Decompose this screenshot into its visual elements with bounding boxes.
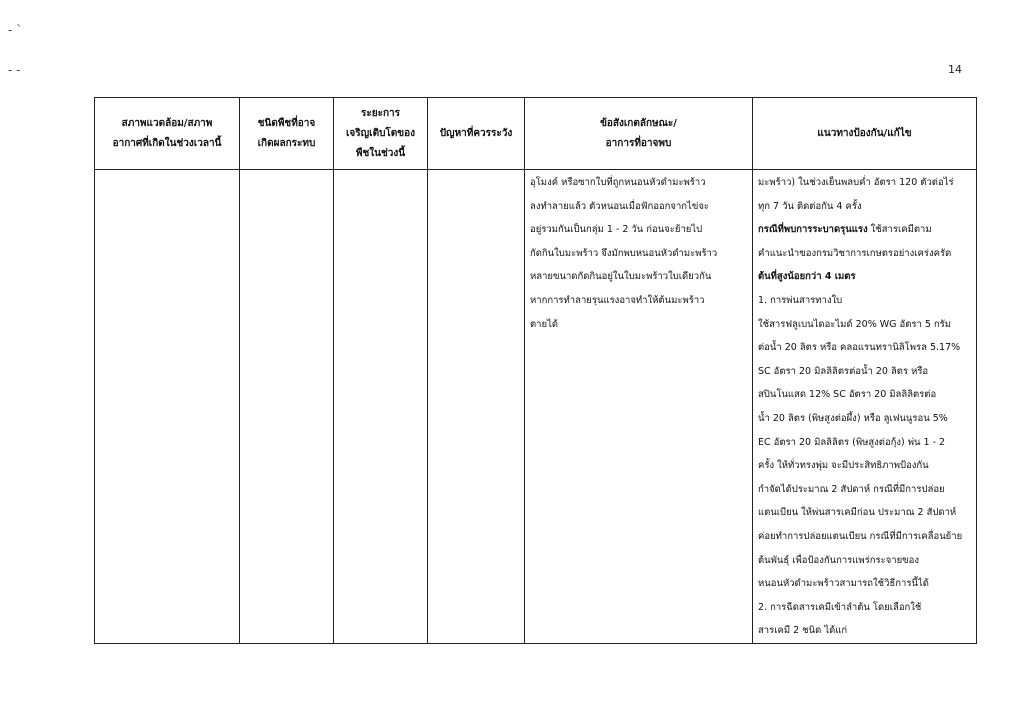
header-row — [95, 98, 977, 170]
observation-line: หลายขนาดกัดกินอยู่ในใบมะพร้าวใบเดียวกัน — [530, 271, 712, 283]
prevention-line: สารเคมี 2 ชนิด ได้แก่ — [758, 625, 848, 637]
observation-line: ลงทำลายแล้ว ตัวหนอนเมื่อฟักออกจากไข่จะ — [530, 200, 709, 212]
prevention-line: EC อัตรา 20 มิลลิลิตร (พิษสูงต่อกุ้ง) พ่น 1 - 2 — [758, 436, 946, 448]
prevention-line: สปินโนแสด 12% SC อัตรา 20 มิลลิลิตรต่อ — [758, 389, 937, 401]
prevention-line: ครั้ง ให้ทั่วทรงพุ่ม จะมีประสิทธิภาพป้องกัน — [758, 460, 929, 472]
prevention-line: ใช้สารฟลูเบนไดอะไมด์ 20% WG อัตรา 5 กรัม — [758, 318, 952, 330]
header-environment: สภาพแวดล้อม/สภาพ อากาศที่เกิดในช่วงเวลานี้ — [95, 98, 240, 170]
prevention-line: ต่อน้ำ 20 ลิตร หรือ คลอแรนทรานิลิโพรล 5.17% — [758, 342, 961, 354]
margin-mark: - ` — [8, 23, 23, 37]
prevention-line: ทุก 7 วัน ติดต่อกัน 4 ครั้ง — [758, 200, 862, 212]
cell-prevention — [753, 170, 977, 644]
header-observations: ข้อสังเกตลักษณะ/ อาการที่อาจพบ — [525, 98, 753, 170]
prevention-line: ค่อยทำการปล่อยแตนเบียน กรณีที่มีการเคลื่อนย้าย — [758, 530, 963, 542]
observation-line: อยู่รวมกันเป็นกลุ่ม 1 - 2 วัน ก่อนจะย้ายไป — [530, 224, 703, 236]
table-row — [95, 170, 977, 644]
prevention-line: 1. การพ่นสารทางใบ — [758, 294, 843, 306]
margin-mark: - - — [8, 63, 21, 77]
prevention-line: 2. การฉีดสารเคมีเข้าลำต้น โดยเลือกใช้ — [758, 601, 922, 613]
observation-line: หากการทำลายรุนแรงอาจทำให้ต้นมะพร้าว — [530, 294, 705, 306]
header-prevention: แนวทางป้องกัน/แก้ไข — [753, 98, 977, 170]
prevention-line: กรณีที่พบการระบาดรุนแรง ใช้สารเคมีตาม — [758, 224, 932, 236]
pest-advisory-table — [94, 97, 977, 644]
cell-environment — [95, 170, 240, 644]
prevention-line: แตนเบียน ให้พ่นสารเคมีก่อน ประมาณ 2 สัปดาห์ — [758, 507, 957, 519]
cell-growth-stage — [334, 170, 428, 644]
cell-problems — [428, 170, 525, 644]
header-problems: ปัญหาที่ควรระวัง — [428, 98, 525, 170]
prevention-line: ต้นที่สูงน้อยกว่า 4 เมตร — [758, 271, 856, 283]
prevention-line: ต้นพันธุ์ เพื่อป้องกันการแพร่กระจายของ — [758, 554, 920, 566]
cell-affected-crop — [240, 170, 334, 644]
prevention-line: น้ำ 20 ลิตร (พิษสูงต่อผึ้ง) หรือ ลูเฟนนูรอน 5% — [758, 412, 948, 424]
prevention-line: หนอนหัวดำมะพร้าวสามารถใช้วิธีการนี้ได้ — [758, 578, 929, 590]
observation-line: ตายได้ — [530, 318, 559, 330]
page-number: 14 — [948, 63, 962, 76]
cell-observations — [525, 170, 753, 644]
prevention-line: มะพร้าว) ในช่วงเย็นพลบค่ำ อัตรา 120 ตัวต่อไร่ — [758, 177, 954, 188]
observation-line: อุโมงค์ หรือซากใบที่ถูกหนอนหัวดำมะพร้าว — [530, 177, 706, 188]
prevention-line: กำจัดได้ประมาณ 2 สัปดาห์ กรณีที่มีการปล่อย — [758, 483, 945, 495]
header-affected-crop: ชนิดพืชที่อาจ เกิดผลกระทบ — [240, 98, 334, 170]
header-growth-stage: ระยะการ เจริญเติบโตของ พืชในช่วงนี้ — [334, 98, 428, 170]
severe-outbreak-heading: กรณีที่พบการระบาดรุนแรง — [758, 224, 868, 236]
prevention-line: SC อัตรา 20 มิลลิลิตรต่อน้ำ 20 ลิตร หรือ — [758, 365, 929, 377]
prevention-line: คำแนะนำของกรมวิชาการเกษตรอย่างเคร่งครัด — [758, 247, 952, 259]
observation-line: กัดกินใบมะพร้าว จึงมักพบหนอนหัวดำมะพร้าว — [530, 247, 718, 259]
